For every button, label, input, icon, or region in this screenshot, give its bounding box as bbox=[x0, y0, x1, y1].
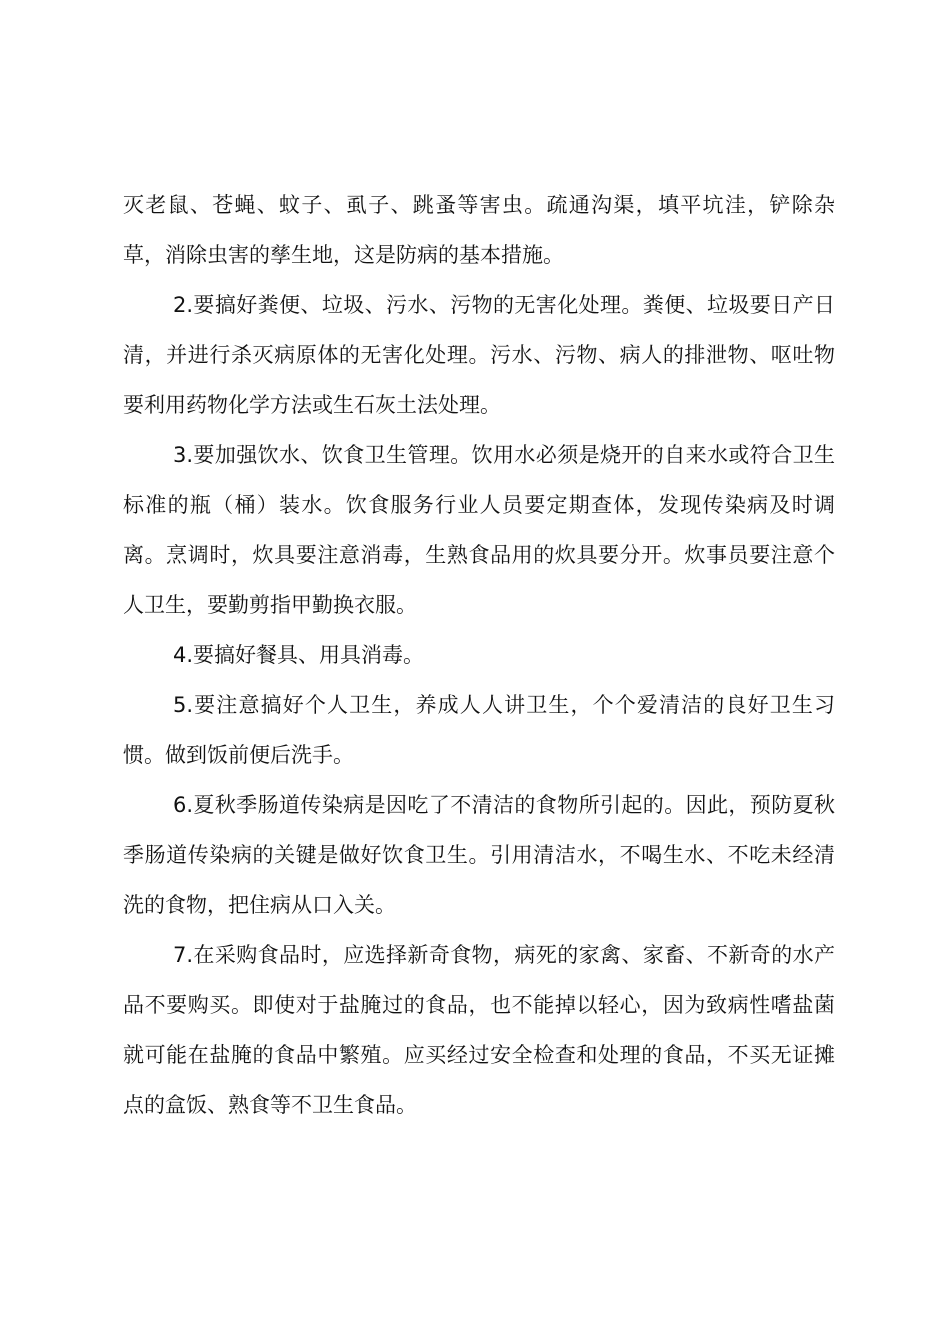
paragraph-item-5: 5.要注意搞好个人卫生，养成人人讲卫生，个个爱清洁的良好卫生习惯。做到饭前便后洗手。 bbox=[123, 693, 835, 767]
paragraph-pest-control: 灭老鼠、苍蝇、蚊子、虱子、跳蚤等害虫。疏通沟渠，填平坑洼，铲除杂草，消除虫害的孳生地，这是防病的基本措施。 bbox=[123, 193, 835, 267]
paragraph-item-7: 7.在采购食品时，应选择新奇食物，病死的家禽、家畜、不新奇的水产品不要购买。即使对于盐腌过的食品，也不能掉以轻心，因为致病性嗜盐菌就可能在盐腌的食品中繁殖。应买经过安全检查和处理的食品，不买无证摊点的盒饭、熟食等不卫生食品。 bbox=[123, 943, 835, 1117]
paragraph-item-6: 6.夏秋季肠道传染病是因吃了不清洁的食物所引起的。因此，预防夏秋季肠道传染病的关键是做好饮食卫生。引用清洁水，不喝生水、不吃未经清洗的食物，把住病从口入关。 bbox=[123, 793, 835, 917]
paragraph-item-4: 4.要搞好餐具、用具消毒。 bbox=[173, 643, 425, 667]
document-body bbox=[123, 180, 835, 1130]
paragraph-item-2: 2.要搞好粪便、垃圾、污水、污物的无害化处理。粪便、垃圾要日产日清，并进行杀灭病原体的无害化处理。污水、污物、病人的排泄物、呕吐物要利用药物化学方法或生石灰土法处理。 bbox=[123, 293, 835, 417]
paragraph-item-3: 3.要加强饮水、饮食卫生管理。饮用水必须是烧开的自来水或符合卫生标准的瓶（桶）装水。饮食服务行业人员要定期查体，发现传染病及时调离。烹调时，炊具要注意消毒，生熟食品用的炊具要分开。炊事员要注意个人卫生，要勤剪指甲勤换衣服。 bbox=[123, 443, 835, 617]
